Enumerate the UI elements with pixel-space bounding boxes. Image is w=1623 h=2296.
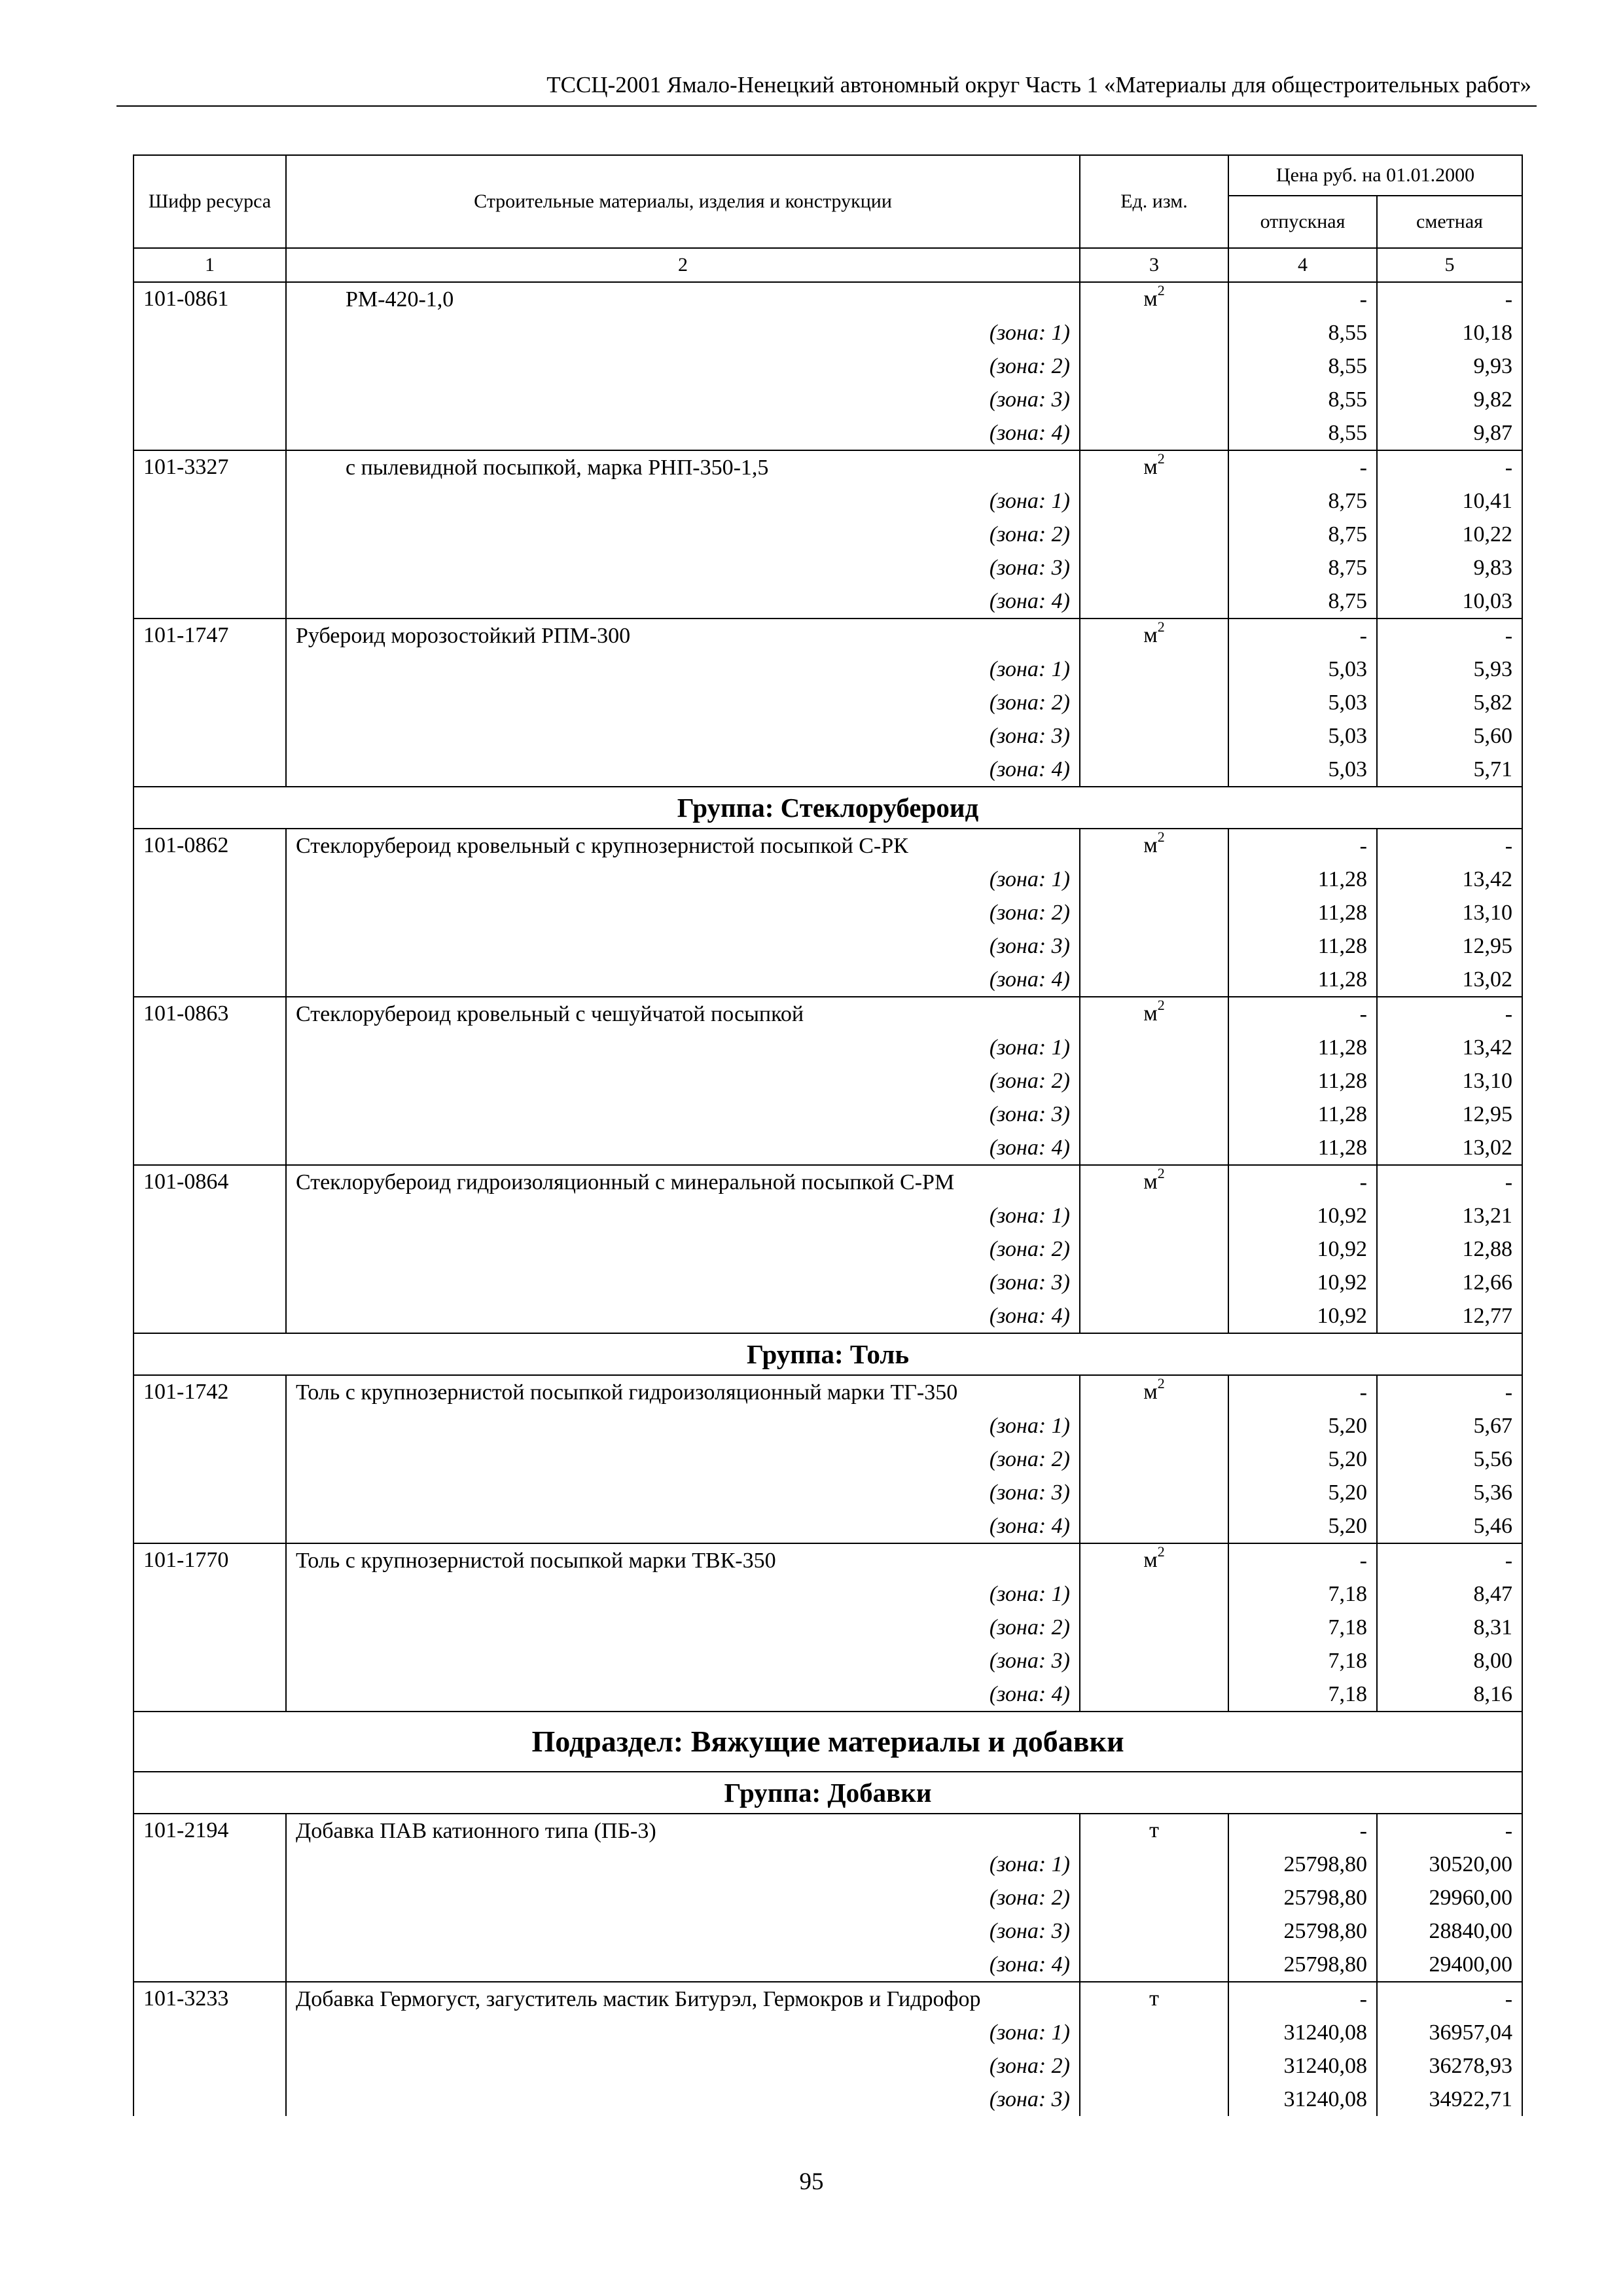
release-price: - [1228,450,1377,484]
zone-release-price: 8,55 [1228,383,1377,416]
material-name: с пылевидной посыпкой, марка РНП-350-1,5 [286,450,1080,484]
zone-estimate-price: 5,67 [1377,1409,1522,1443]
zone-estimate-price: 12,66 [1377,1266,1522,1299]
zone-row [134,896,1522,929]
unit-of-measure [1080,1375,1228,1543]
zone-row [134,929,1522,963]
zone-estimate-price: 10,03 [1377,584,1522,619]
estimate-price: - [1377,1543,1522,1577]
zone-row [134,316,1522,350]
zone-release-price: 31240,08 [1228,2083,1377,2116]
zone-estimate-price: 36957,04 [1377,2016,1522,2049]
unit-text: м [1143,1380,1158,1404]
table-row [134,1165,1522,1199]
zone-estimate-price: 8,16 [1377,1677,1522,1712]
zone-row [134,1881,1522,1914]
zone-estimate-price: 5,60 [1377,719,1522,753]
zone-release-price: 11,28 [1228,1131,1377,1165]
material-name: Добавка ПАВ катионного типа (ПБ-3) [286,1814,1080,1848]
zone-label: (зона: 1) [286,2016,1080,2049]
group-heading-row [134,1772,1522,1814]
unit-text: м [1143,287,1158,311]
zone-row [134,863,1522,896]
zone-label: (зона: 4) [286,1509,1080,1543]
col-number: 5 [1377,248,1522,282]
zone-label: (зона: 3) [286,1266,1080,1299]
zone-estimate-price: 5,71 [1377,753,1522,787]
zone-label: (зона: 2) [286,2049,1080,2083]
zone-label: (зона: 2) [286,1443,1080,1476]
release-price: - [1228,1375,1377,1409]
zone-label: (зона: 2) [286,1064,1080,1098]
unit-text: м [1143,623,1158,647]
unit-superscript: 2 [1157,282,1165,298]
unit-superscript: 2 [1157,619,1165,635]
zone-label: (зона: 1) [286,653,1080,686]
zone-label: (зона: 3) [286,929,1080,963]
zone-label: (зона: 3) [286,1644,1080,1677]
unit-of-measure [1080,1982,1228,2116]
unit-of-measure [1080,997,1228,1165]
zone-release-price: 7,18 [1228,1611,1377,1644]
zone-estimate-price: 9,83 [1377,551,1522,584]
resource-code: 101-3233 [134,1982,286,2116]
zone-label: (зона: 4) [286,1131,1080,1165]
zone-row [134,653,1522,686]
zone-row [134,2016,1522,2049]
resource-code: 101-0861 [134,282,286,450]
zone-estimate-price: 10,41 [1377,484,1522,518]
estimate-price: - [1377,619,1522,653]
resource-code: 101-0864 [134,1165,286,1333]
zone-row [134,1677,1522,1712]
zone-estimate-price: 5,46 [1377,1509,1522,1543]
zone-estimate-price: 9,82 [1377,383,1522,416]
zone-label: (зона: 3) [286,551,1080,584]
group-heading: Группа: Стеклорубероид [134,787,1522,829]
unit-of-measure [1080,450,1228,619]
zone-row [134,1848,1522,1881]
table-body [134,282,1522,2116]
header-rule [116,105,1537,107]
zone-label: (зона: 1) [286,1577,1080,1611]
zone-row [134,1031,1522,1064]
resource-code: 101-2194 [134,1814,286,1982]
col-price-header: Цена руб. на 01.01.2000 [1228,155,1522,196]
estimate-price: - [1377,997,1522,1031]
group-heading: Группа: Добавки [134,1772,1522,1814]
subsection-heading-row [134,1712,1522,1772]
zone-release-price: 11,28 [1228,863,1377,896]
zone-release-price: 10,92 [1228,1232,1377,1266]
unit-of-measure [1080,619,1228,787]
unit-superscript: 2 [1157,997,1165,1013]
table-row [134,450,1522,484]
zone-release-price: 5,20 [1228,1409,1377,1443]
zone-label: (зона: 4) [286,584,1080,619]
zone-label: (зона: 2) [286,686,1080,719]
zone-release-price: 8,75 [1228,584,1377,619]
unit-of-measure [1080,1543,1228,1712]
unit-of-measure [1080,829,1228,997]
zone-estimate-price: 13,42 [1377,863,1522,896]
table-row [134,1543,1522,1577]
unit-of-measure [1080,282,1228,450]
zone-label: (зона: 2) [286,1881,1080,1914]
zone-estimate-price: 5,93 [1377,653,1522,686]
zone-row [134,1409,1522,1443]
table-row [134,1814,1522,1848]
zone-row [134,1098,1522,1131]
estimate-price: - [1377,1814,1522,1848]
zone-estimate-price: 13,42 [1377,1031,1522,1064]
unit-text: т [1149,1986,1159,2011]
zone-release-price: 8,55 [1228,416,1377,450]
unit-superscript: 2 [1157,1375,1165,1391]
zone-release-price: 5,20 [1228,1509,1377,1543]
zone-label: (зона: 1) [286,484,1080,518]
table-row [134,619,1522,653]
zone-row [134,2049,1522,2083]
col-number: 1 [134,248,286,282]
zone-estimate-price: 5,82 [1377,686,1522,719]
zone-release-price: 8,55 [1228,316,1377,350]
unit-text: м [1143,455,1158,479]
zone-label: (зона: 1) [286,1031,1080,1064]
zone-release-price: 25798,80 [1228,1881,1377,1914]
table-row [134,997,1522,1031]
zone-estimate-price: 13,02 [1377,1131,1522,1165]
zone-estimate-price: 5,36 [1377,1476,1522,1509]
release-price: - [1228,1543,1377,1577]
zone-release-price: 8,75 [1228,551,1377,584]
zone-release-price: 5,20 [1228,1476,1377,1509]
zone-label: (зона: 2) [286,518,1080,551]
unit-superscript: 2 [1157,1543,1165,1560]
zone-release-price: 10,92 [1228,1266,1377,1299]
zone-label: (зона: 3) [286,1476,1080,1509]
zone-row [134,1131,1522,1165]
zone-label: (зона: 3) [286,1098,1080,1131]
zone-label: (зона: 1) [286,863,1080,896]
resource-code: 101-3327 [134,450,286,619]
zone-release-price: 5,03 [1228,686,1377,719]
zone-estimate-price: 36278,93 [1377,2049,1522,2083]
zone-row [134,1948,1522,1982]
zone-release-price: 31240,08 [1228,2016,1377,2049]
zone-label: (зона: 1) [286,1199,1080,1232]
zone-label: (зона: 1) [286,1409,1080,1443]
zone-estimate-price: 5,56 [1377,1443,1522,1476]
zone-label: (зона: 4) [286,416,1080,450]
zone-row [134,753,1522,787]
zone-row [134,2083,1522,2116]
resource-code: 101-1742 [134,1375,286,1543]
zone-release-price: 11,28 [1228,1031,1377,1064]
zone-row [134,1299,1522,1333]
zone-row [134,416,1522,450]
zone-label: (зона: 2) [286,896,1080,929]
table-row [134,282,1522,316]
zone-estimate-price: 10,18 [1377,316,1522,350]
zone-label: (зона: 4) [286,963,1080,997]
zone-release-price: 11,28 [1228,896,1377,929]
zone-estimate-price: 8,00 [1377,1644,1522,1677]
zone-release-price: 11,28 [1228,1098,1377,1131]
col-number: 4 [1228,248,1377,282]
unit-text: м [1143,833,1158,857]
material-name: РМ-420-1,0 [286,282,1080,316]
material-name: Стеклорубероид гидроизоляционный с минеральной посыпкой С-РМ [286,1165,1080,1199]
running-header: ТССЦ-2001 Ямало-Ненецкий автономный округ Часть 1 «Материалы для общестроительных работ» [546,72,1531,98]
col-release-header: отпускная [1228,196,1377,248]
release-price: - [1228,619,1377,653]
col-code-header: Шифр ресурса [134,155,286,248]
zone-row [134,686,1522,719]
release-price: - [1228,997,1377,1031]
zone-label: (зона: 4) [286,1677,1080,1712]
zone-release-price: 11,28 [1228,929,1377,963]
zone-estimate-price: 10,22 [1377,518,1522,551]
zone-estimate-price: 28840,00 [1377,1914,1522,1948]
table-row [134,1982,1522,2016]
zone-row [134,1064,1522,1098]
unit-text: т [1149,1818,1159,1842]
zone-estimate-price: 12,88 [1377,1232,1522,1266]
zone-label: (зона: 4) [286,753,1080,787]
zone-row [134,1509,1522,1543]
zone-estimate-price: 12,77 [1377,1299,1522,1333]
zone-estimate-price: 8,31 [1377,1611,1522,1644]
col-unit-header: Ед. изм. [1080,155,1228,248]
zone-estimate-price: 13,21 [1377,1199,1522,1232]
zone-row [134,1232,1522,1266]
resource-code: 101-0862 [134,829,286,997]
zone-estimate-price: 29960,00 [1377,1881,1522,1914]
zone-row [134,383,1522,416]
unit-of-measure [1080,1814,1228,1982]
col-number: 2 [286,248,1080,282]
zone-row [134,350,1522,383]
unit-text: м [1143,1001,1158,1026]
estimate-price: - [1377,829,1522,863]
zone-row [134,1644,1522,1677]
material-name: Стеклорубероид кровельный с крупнозернистой посыпкой С-РК [286,829,1080,863]
material-name: Толь с крупнозернистой посыпкой марки ТВК-350 [286,1543,1080,1577]
zone-row [134,719,1522,753]
zone-label: (зона: 2) [286,1611,1080,1644]
table-row [134,829,1522,863]
material-name: Рубероид морозостойкий РПМ-300 [286,619,1080,653]
zone-row [134,963,1522,997]
zone-label: (зона: 4) [286,1299,1080,1333]
zone-row [134,1476,1522,1509]
zone-release-price: 5,03 [1228,653,1377,686]
release-price: - [1228,1814,1377,1848]
zone-release-price: 10,92 [1228,1299,1377,1333]
estimate-price: - [1377,1375,1522,1409]
zone-estimate-price: 13,10 [1377,1064,1522,1098]
zone-release-price: 25798,80 [1228,1914,1377,1948]
zone-release-price: 5,03 [1228,719,1377,753]
estimate-price: - [1377,282,1522,316]
resource-code: 101-1770 [134,1543,286,1712]
estimate-price: - [1377,1165,1522,1199]
zone-release-price: 8,55 [1228,350,1377,383]
table-header-row [134,155,1522,196]
estimate-price: - [1377,1982,1522,2016]
zone-release-price: 5,03 [1228,753,1377,787]
estimate-price: - [1377,450,1522,484]
material-name: Толь с крупнозернистой посыпкой гидроизоляционный марки ТГ-350 [286,1375,1080,1409]
release-price: - [1228,829,1377,863]
zone-row [134,584,1522,619]
zone-release-price: 7,18 [1228,1577,1377,1611]
unit-superscript: 2 [1157,1165,1165,1181]
unit-superscript: 2 [1157,450,1165,467]
zone-row [134,1611,1522,1644]
material-name: Стеклорубероид кровельный с чешуйчатой посыпкой [286,997,1080,1031]
zone-estimate-price: 29400,00 [1377,1948,1522,1982]
zone-estimate-price: 13,10 [1377,896,1522,929]
zone-row [134,1266,1522,1299]
zone-row [134,1199,1522,1232]
zone-estimate-price: 9,87 [1377,416,1522,450]
release-price: - [1228,282,1377,316]
zone-release-price: 31240,08 [1228,2049,1377,2083]
price-table [133,154,1523,2116]
table-row [134,1375,1522,1409]
col-name-header: Строительные материалы, изделия и конструкции [286,155,1080,248]
zone-label: (зона: 3) [286,383,1080,416]
zone-release-price: 7,18 [1228,1677,1377,1712]
zone-row [134,1577,1522,1611]
col-number: 3 [1080,248,1228,282]
zone-label: (зона: 3) [286,719,1080,753]
col-estimate-header: сметная [1377,196,1522,248]
zone-label: (зона: 1) [286,1848,1080,1881]
zone-release-price: 8,75 [1228,518,1377,551]
zone-label: (зона: 2) [286,1232,1080,1266]
column-numbers-row [134,248,1522,282]
zone-row [134,1443,1522,1476]
zone-release-price: 8,75 [1228,484,1377,518]
unit-text: м [1143,1170,1158,1194]
unit-of-measure [1080,1165,1228,1333]
zone-label: (зона: 3) [286,1914,1080,1948]
zone-row [134,484,1522,518]
release-price: - [1228,1165,1377,1199]
zone-estimate-price: 12,95 [1377,1098,1522,1131]
zone-estimate-price: 8,47 [1377,1577,1522,1611]
zone-release-price: 7,18 [1228,1644,1377,1677]
subsection-heading: Подраздел: Вяжущие материалы и добавки [134,1712,1522,1772]
zone-label: (зона: 1) [286,316,1080,350]
zone-release-price: 25798,80 [1228,1848,1377,1881]
zone-estimate-price: 34922,71 [1377,2083,1522,2116]
zone-estimate-price: 12,95 [1377,929,1522,963]
group-heading: Группа: Толь [134,1333,1522,1375]
unit-superscript: 2 [1157,829,1165,845]
zone-row [134,551,1522,584]
zone-release-price: 25798,80 [1228,1948,1377,1982]
zone-estimate-price: 9,93 [1377,350,1522,383]
resource-code: 101-1747 [134,619,286,787]
zone-release-price: 5,20 [1228,1443,1377,1476]
zone-label: (зона: 3) [286,2083,1080,2116]
page-number: 95 [799,2168,824,2195]
group-heading-row [134,1333,1522,1375]
zone-estimate-price: 30520,00 [1377,1848,1522,1881]
zone-row [134,1914,1522,1948]
zone-row [134,518,1522,551]
material-name: Добавка Гермогуст, загуститель мастик Битурэл, Гермокров и Гидрофор [286,1982,1080,2016]
zone-release-price: 10,92 [1228,1199,1377,1232]
zone-estimate-price: 13,02 [1377,963,1522,997]
zone-release-price: 11,28 [1228,963,1377,997]
zone-label: (зона: 2) [286,350,1080,383]
release-price: - [1228,1982,1377,2016]
unit-text: м [1143,1548,1158,1572]
zone-release-price: 11,28 [1228,1064,1377,1098]
group-heading-row [134,787,1522,829]
resource-code: 101-0863 [134,997,286,1165]
zone-label: (зона: 4) [286,1948,1080,1982]
